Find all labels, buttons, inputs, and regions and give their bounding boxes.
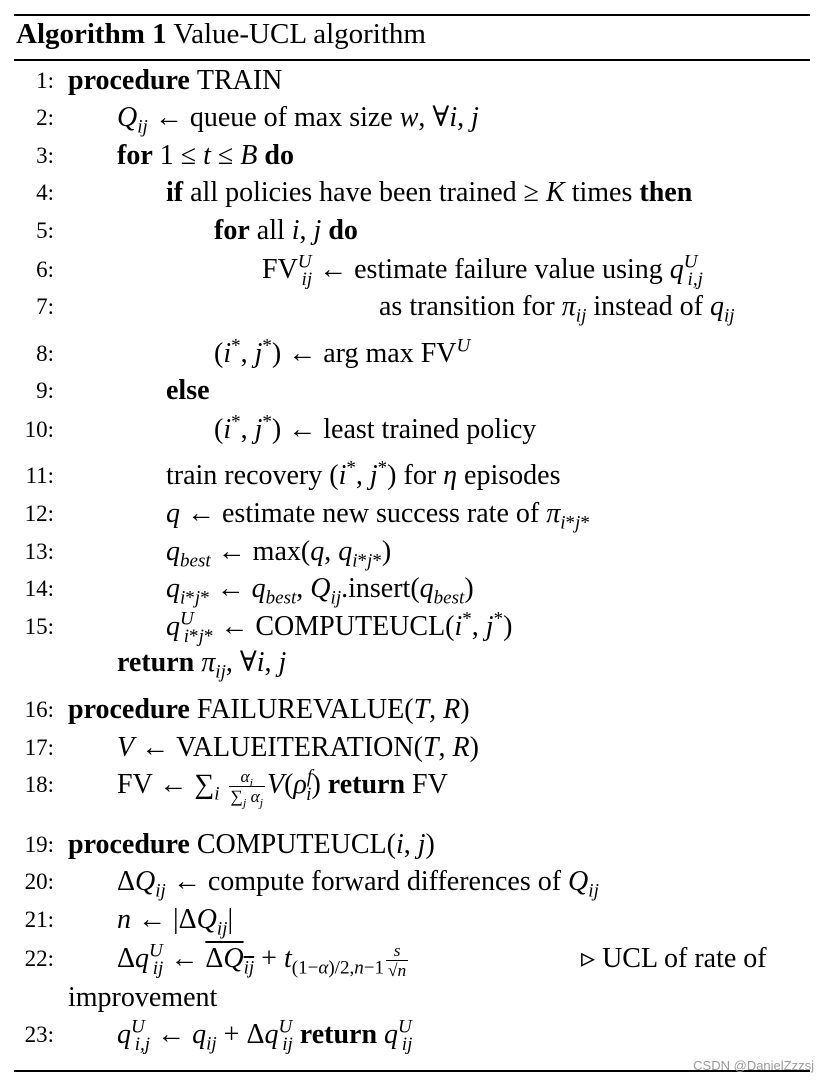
line-number: 3:: [36, 143, 54, 168]
algo-line-2: 2: $Q_{ij}$ ← queue of max size w, ∀i, j: [36, 102, 479, 138]
keyword-procedure: procedure: [68, 829, 190, 860]
keyword-return: return: [117, 647, 195, 678]
algo-line-22: 22: $\Delta q^U_{ij}$ ← $\Delta Q_{ij} + t_{(1-\alpha)/2,n-1}$ $\frac{s}{√n}$ ▹ UCL of rate of: [24, 940, 767, 981]
algo-line-18: 18: FV ← $\sum_i$ $\frac{\alpha_i}{\sum_j \alpha_j}$ $V(\rho^f_i)$ return FV: [24, 766, 448, 810]
line-text: ← arg max FV: [288, 338, 457, 369]
line-number: 16:: [24, 697, 54, 722]
line-number: 18:: [24, 772, 54, 797]
line-number: 15:: [24, 614, 54, 639]
line-number: 13:: [24, 539, 54, 564]
line-text: train recovery: [166, 460, 323, 491]
line-number: 17:: [24, 735, 54, 760]
keyword-return: return: [299, 1019, 378, 1050]
line-text: for: [403, 460, 437, 491]
line-number: 23:: [24, 1022, 54, 1047]
line-text: .insert(: [341, 573, 420, 604]
algo-line-6: 6: $FV^U_{ij}$ ← estimate failure value using $q^U_{i,j}$: [36, 251, 703, 290]
algo-line-10: 10: (i*, j*) ← least trained policy: [24, 411, 537, 445]
algo-line-9: [0, 372, 822, 410]
keyword-do: do: [328, 215, 358, 246]
line-text: ← queue of max size: [154, 102, 393, 133]
line-number: 19:: [24, 832, 54, 857]
line-number: 10:: [24, 417, 54, 442]
bottom-rule: [14, 1070, 810, 1072]
algo-line-13: 13: $q_{best}$ ← max(q, $q_{i*j*}$): [24, 536, 392, 572]
line-number: 21:: [24, 907, 54, 932]
keyword-return: return: [327, 769, 406, 800]
line-number: 12:: [24, 501, 54, 526]
keyword-do: do: [264, 140, 294, 171]
keyword-then: then: [639, 177, 693, 208]
algo-line-return: return $\pi_{ij}$, ∀i, j: [117, 647, 287, 683]
algorithm-title: [16, 18, 426, 51]
line-number: 1:: [36, 68, 54, 93]
keyword-for: for: [214, 215, 250, 246]
line-text: ← least trained policy: [288, 414, 537, 445]
header-rule: [14, 59, 810, 61]
top-rule: [14, 14, 810, 16]
line-text: as transition for: [379, 291, 555, 322]
procedure-name: FAILUREVALUE: [196, 694, 405, 725]
line-number: 4:: [36, 180, 54, 205]
line-number: 6:: [36, 257, 54, 282]
line-number: 7:: [36, 294, 54, 319]
algo-line-7: 7: as transition for $\pi_{ij}$ instead of $q_{ij}$: [36, 291, 735, 327]
algo-line-22-continuation: [0, 979, 822, 1017]
line-text: ← max(: [217, 536, 311, 567]
procedure-name: TRAIN: [196, 65, 283, 96]
watermark: CSDN @DanielZzzsj: [693, 1058, 814, 1073]
line-text: improvement: [68, 982, 218, 1013]
line-text: all: [256, 215, 285, 246]
algo-line-16: 16: procedure FAILUREVALUE(T, R): [24, 694, 470, 725]
algo-line-19: 19: procedure COMPUTEUCL(i, j): [24, 829, 435, 860]
line-number: 8:: [36, 341, 54, 366]
algo-line-5: 5: for all i, j do: [36, 215, 358, 246]
procedure-name: VALUEITERATION: [176, 732, 414, 763]
algo-line-15: 15: $q^U_{i*j*}$ ← COMPUTEUCL(i*, j*): [24, 608, 513, 647]
algo-line-4: 4: if all policies have been trained ≥ K times then: [36, 177, 693, 208]
algo-line-21: 21: n ← $|\Delta Q_{ij}|$: [24, 904, 234, 940]
algorithm-name: Value-UCL algorithm: [173, 18, 426, 50]
algo-line-1: [0, 62, 822, 100]
line-number: 5:: [36, 218, 54, 243]
line-text: ← compute forward differences of: [172, 866, 562, 897]
algo-line-8: 8: (i*, j*) ← arg $\max FV^U$: [36, 335, 471, 369]
line-text: episodes: [464, 460, 561, 491]
algo-line-17: 17: V ← VALUEITERATION(T, R): [24, 732, 479, 763]
line-number: 20:: [24, 869, 54, 894]
line-number: 14:: [24, 576, 54, 601]
line-text: ← estimate new success rate of: [187, 498, 540, 529]
line-text: times: [571, 177, 633, 208]
procedure-name: COMPUTEUCL: [255, 611, 446, 642]
keyword-else: else: [166, 375, 210, 406]
line-number: 11:: [25, 463, 54, 488]
keyword-procedure: procedure: [68, 694, 190, 725]
algo-line-3: 3: for 1 ≤ t ≤ B do: [36, 140, 294, 171]
algorithm-label: Algorithm 1: [16, 18, 167, 50]
algo-line-12: 12: q ← estimate new success rate of $\pi_{i*j*}$: [24, 498, 590, 534]
algo-line-20: 20: $\Delta Q_{ij}$ ← compute forward differences of $Q_{ij}$: [24, 866, 599, 902]
line-number: 9:: [36, 378, 54, 403]
line-text: FV: [412, 769, 448, 800]
line-number: 2:: [36, 105, 54, 130]
keyword-procedure: procedure: [68, 65, 190, 96]
line-text: all policies have been trained: [190, 177, 517, 208]
algo-line-11: 11: train recovery (i*, j*) for η episodes: [25, 457, 561, 491]
algo-line-23: 23: $q^U_{i,j}$ ← $q_{ij} + \Delta q^U_{ij}$ return $q^U_{ij}$: [24, 1016, 413, 1055]
procedure-name: COMPUTEUCL: [196, 829, 387, 860]
line-comment: UCL of rate of: [602, 943, 767, 974]
line-number: 22:: [24, 946, 54, 971]
line-text: ← estimate failure value using: [319, 254, 663, 285]
keyword-if: if: [166, 177, 184, 208]
keyword-for: for: [117, 140, 153, 171]
algo-line-14: 14: $q_{i*j*}$ ← $q_{best}$, $Q_{ij}.insert(q_{best})$: [24, 573, 474, 609]
line-text: instead of: [593, 291, 703, 322]
